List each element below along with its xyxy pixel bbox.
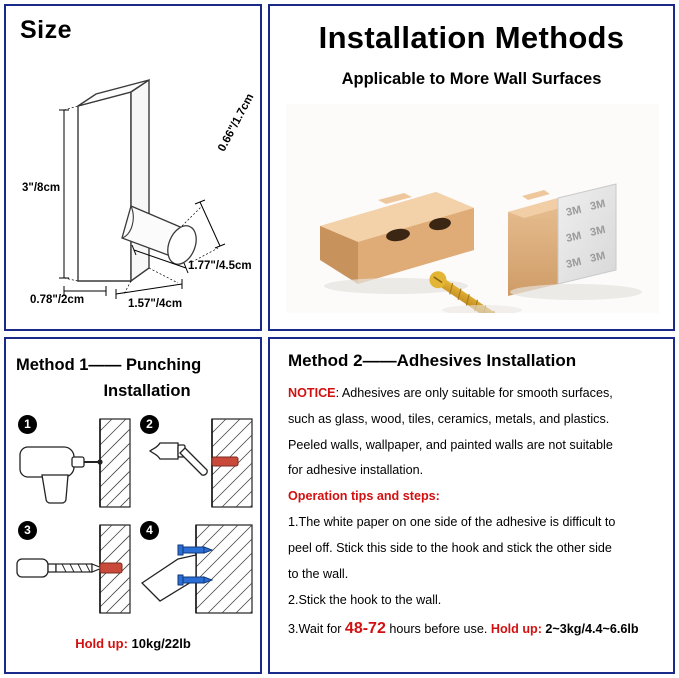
installation-methods-panel xyxy=(268,4,675,331)
size-diagram xyxy=(6,6,260,329)
method2-step3 xyxy=(288,613,662,646)
method2-hold-value: 2~3kg/4.4~6.6lb xyxy=(545,622,639,637)
method1-steps-grid xyxy=(14,413,256,619)
depth-dimension-label: 0.78"/2cm xyxy=(30,294,85,306)
svg-text:3M: 3M xyxy=(588,197,607,213)
method2-step1-line1: 1.The white paper on one side of the adhesive is difficult to xyxy=(288,515,616,530)
method1-title-line1: Method 1—— Punching xyxy=(16,356,202,374)
method2-step1-line2: peel off. Stick this side to the hook and stick the other side xyxy=(288,540,612,555)
width-dimension-label: 1.57"/4cm xyxy=(128,298,183,310)
method1-hold-capacity xyxy=(6,636,260,651)
peg-diameter-dimension-label: 0.66"/1.7cm xyxy=(216,91,257,154)
hook-body-shape xyxy=(78,80,149,281)
height-dimension-label: 3"/8cm xyxy=(22,182,61,194)
svg-text:3M: 3M xyxy=(564,255,583,271)
method1-hold-value: 10kg/22lb xyxy=(131,636,191,651)
method2-step3-prefix: 3.Wait for xyxy=(288,622,342,637)
notice-label: NOTICE xyxy=(288,386,336,400)
product-photo-illustration xyxy=(286,104,659,313)
screwdriver-shape xyxy=(17,559,56,577)
method2-hold-capacity xyxy=(491,622,639,636)
method2-step1-line3: to the wall. xyxy=(288,566,349,581)
hammer-shape xyxy=(150,443,207,475)
method2-panel xyxy=(268,337,675,674)
svg-text:3M: 3M xyxy=(588,249,607,265)
method2-step3-suffix: hours before use. xyxy=(389,622,488,637)
projection-dimension-label: 1.77"/4.5cm xyxy=(188,260,252,272)
svg-text:3M: 3M xyxy=(588,223,607,239)
step-number-badge: 3 xyxy=(18,521,37,540)
step-number-badge: 1 xyxy=(18,415,37,434)
product-photo xyxy=(286,104,659,313)
installation-title: Installation Methods xyxy=(318,20,625,55)
method2-tips-heading: Operation tips and steps: xyxy=(288,489,440,504)
notice-text: : Adhesives are only suitable for smooth surfaces, xyxy=(335,386,613,400)
method1-step-1 xyxy=(16,413,134,511)
method2-notice-line4: for adhesive installation. xyxy=(288,463,424,478)
wall-hatch xyxy=(100,419,130,507)
installation-subtitle: Applicable to More Wall Surfaces xyxy=(341,70,602,88)
size-panel xyxy=(4,4,262,331)
method1-title-line2: Installation xyxy=(103,381,191,400)
method2-hold-label: Hold up: xyxy=(490,622,542,637)
method1-panel xyxy=(4,337,262,674)
method2-title: Method 2——Adhesives Installation xyxy=(288,351,577,370)
svg-text:3M: 3M xyxy=(564,229,583,245)
screw-shape xyxy=(56,564,102,572)
size-panel-title: Size xyxy=(20,16,73,44)
method1-step-2 xyxy=(138,413,256,511)
step-number-badge: 4 xyxy=(140,521,159,540)
drill-body xyxy=(20,447,84,503)
method2-step3-hours: 48-72 xyxy=(344,620,386,638)
wall-hatch xyxy=(196,525,252,613)
svg-text:3M: 3M xyxy=(564,203,583,219)
method1-step-3 xyxy=(16,519,134,617)
method2-body xyxy=(288,381,662,646)
method2-notice-line3: Peeled walls, wallpaper, and painted walls are not suitable xyxy=(288,437,613,452)
step-number-badge: 2 xyxy=(140,415,159,434)
method1-hold-label: Hold up: xyxy=(75,636,128,651)
method1-step-4 xyxy=(138,519,256,617)
method2-step2: 2.Stick the hook to the wall. xyxy=(288,592,442,607)
method2-notice-line1 xyxy=(288,381,662,407)
method2-notice-line2: such as glass, wood, tiles, ceramics, metals, and plastics. xyxy=(288,411,610,426)
method1-title xyxy=(16,353,254,404)
height-dimension-line xyxy=(59,106,78,281)
